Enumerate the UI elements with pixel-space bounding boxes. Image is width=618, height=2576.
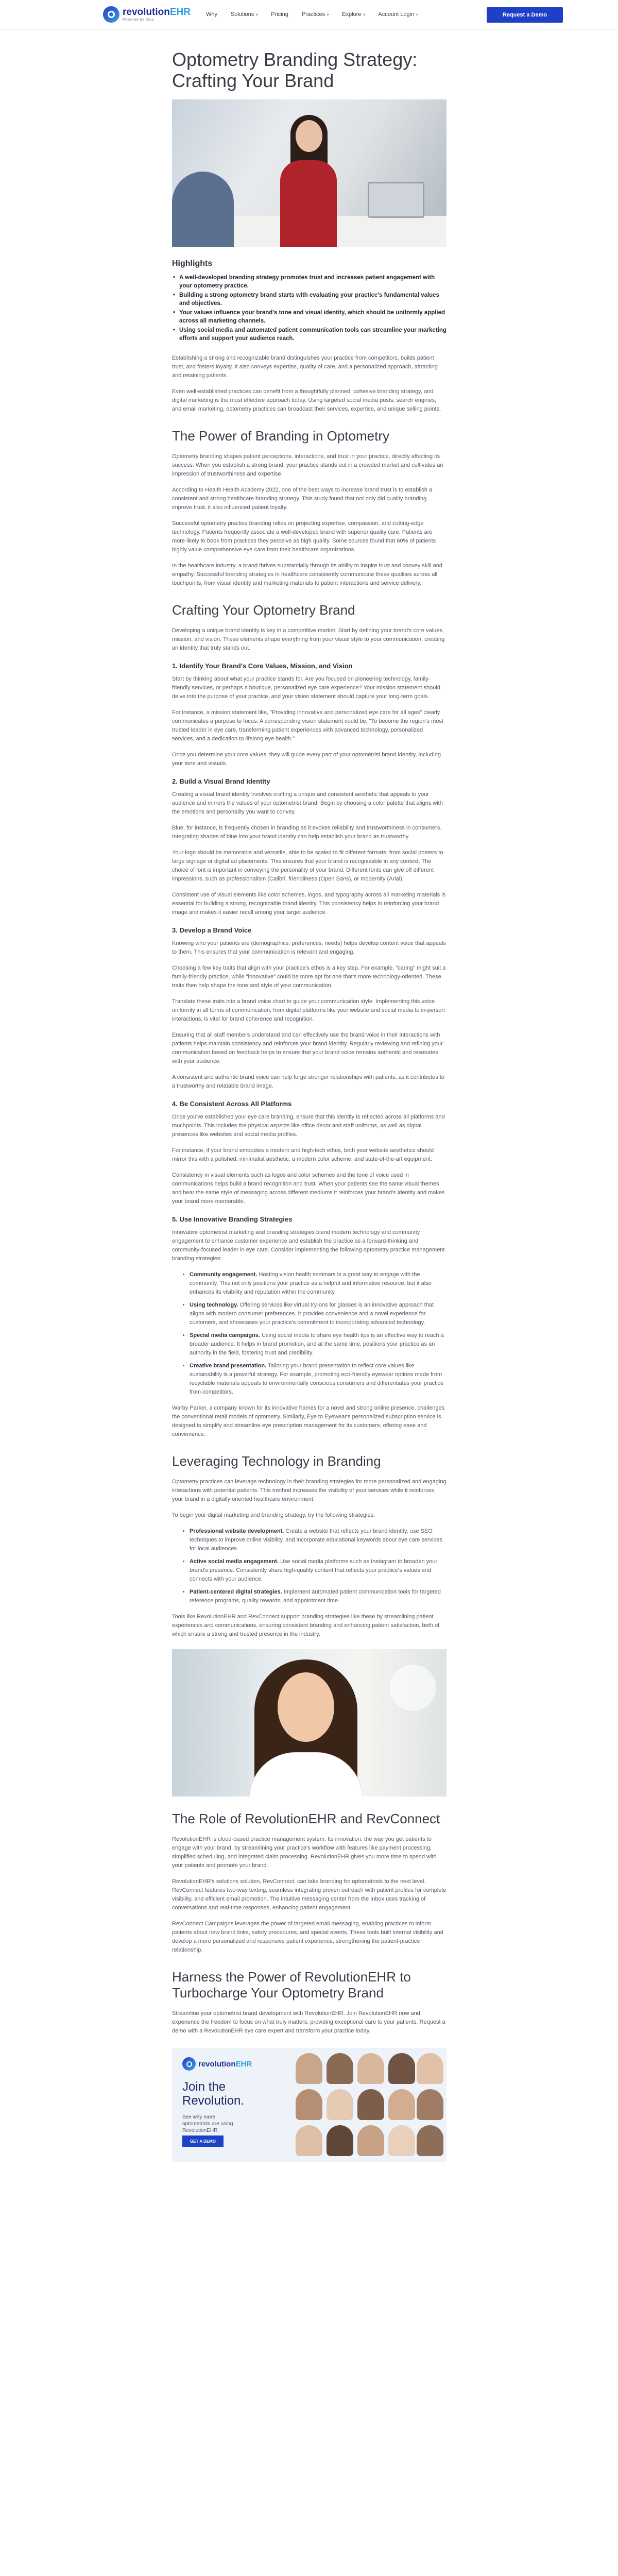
- section-heading-role-of-revolutionehr: The Role of RevolutionEHR and RevConnect: [172, 1811, 440, 1826]
- body-paragraph: Once you've established your eye care branding, ensure that this identity is reflected across all platforms and touchpoints. This includes the physical aspects like office decor and staff uniforms, as well as digital presences like websites and social media profiles.: [172, 1114, 445, 1138]
- body-paragraph: For instance, a mission statement like, "Providing innovative and personalized eye care for all ages" clearly communicates a purpose to focus. A corresponding vision statement could be, "To become the region's most trusted leader in eye care, transforming patient experiences with advanced technology, personalized services, and a dedication to lifelong eye health.": [172, 709, 443, 742]
- step-heading: 2. Build a Visual Brand Identity: [172, 777, 270, 785]
- body-paragraph: To begin your digital marketing and branding strategy, try the following strategies:: [172, 1512, 375, 1518]
- body-paragraph: RevolutionEHR's solutions solution, RevConnect, can take branding for optometrists to the next level. RevConnect features two-way texting, seamless integrating proven outreach with patient profiles for complete visibility, and efficient email promotion. The intuitive messaging center from the Inbox uses tracking of conversations and real-time responses, enhancing patient engagement.: [172, 1878, 447, 1911]
- page-title: Optometry Branding Strategy: Crafting Your Brand: [172, 49, 418, 91]
- highlights-list: [172, 274, 447, 343]
- banner-headline: Join the Revolution.: [182, 2080, 245, 2108]
- menu-item-why[interactable]: Why: [206, 11, 217, 18]
- list-item: • Patient-centered digital strategies. Implement automated patient communication tools for targeted reference programs, quality rewards, and appointment time.: [190, 1588, 447, 1605]
- smiling-woman-image: [172, 1649, 447, 1797]
- list-item: • Creative brand presentation. Tailoring your brand presentation to reflect core values like sustainability is a powerful strategy. For example, promoting eco-friendly eyewear options made from recyclable materials appeals to environmentally conscious consumers and differentiates your practice from competitors.: [190, 1362, 447, 1397]
- brand-logo[interactable]: [103, 6, 191, 23]
- body-paragraph: Streamline your optometrist brand development with RevolutionEHR. Join RevolutionEHR now and experience the freedom to focus on what truly matters: providing exceptional care to your patients. Request a demo with a RevolutionEHR eye care expert and transform your practice today.: [172, 2010, 445, 2034]
- body-paragraph: Start by thinking about what your practice stands for. Are you focused on pioneering technology, family-friendly services, or perhaps a boutique, personalized eye care experience? Your mission statement should delve into the purpose of your practice, and your vision statement should capture your long-term goals.: [172, 676, 440, 700]
- body-paragraph: Ensuring that all staff members understand and can effectively use the brand voice in their interactions with patients helps maintain consistency and reinforces your brand identity. Regularly reviewing and refining your communication based on feedback helps to ensure that your brand voice remains authentic and resonates with your audience.: [172, 1032, 443, 1064]
- body-paragraph: Tools like RevolutionEHR and RevConnect support branding strategies like these by streamlining patient experiences and communications, ensuring consistent branding and enhancing patient satisfaction, both of which ensure a strong and trusted presence in the industry.: [172, 1614, 440, 1637]
- main-menu: [206, 11, 418, 18]
- menu-item-account-login[interactable]: Account Login ▾: [378, 11, 418, 18]
- list-item: • Active social media engagement. Use social media platforms such as Instagram to broaden your brand's presence. Consistently share high-quality content that reflects your practice's values and connects with your audience.: [190, 1557, 447, 1584]
- list-item: • Building a strong optometry brand starts with evaluating your practice's fundamental values and objectives.: [172, 291, 447, 308]
- strategy-list: [172, 1270, 447, 1397]
- banner-people-collage: [285, 2048, 447, 2162]
- menu-item-practices[interactable]: Practices ▾: [301, 11, 329, 18]
- get-demo-button[interactable]: GET A DEMO: [182, 2136, 224, 2147]
- list-item: • Using social media and automated patient communication tools can streamline your marketing efforts and support your audience reach.: [172, 326, 447, 343]
- banner-subtext: See why more optometrists are using RevolutionEHR: [182, 2114, 233, 2133]
- intro-paragraph: Even well-established practices can benefit from a thoughtfully planned, cohesive branding strategy, and digital marketing is the most effective approach today. Using targeted social media posts, search engines, and email marketing, optometry practices can broadcast their services, expertise, and unique selling points.: [172, 388, 441, 412]
- body-paragraph: Optometry branding shapes patient perceptions, interactions, and trust in your practice, directly affecting its success. When you establish a strong brand, your practice stands out in a crowded market and cultivates an impression of trustworthiness and expertise.: [172, 453, 443, 477]
- body-paragraph: Knowing who your patients are (demographics, preferences, needs) helps develop content voice that appeals to them. This ensures that your communication is relevant and engaging.: [172, 940, 446, 955]
- body-paragraph: According to Health Health Academy 2022, one of the best ways to increase brand trust is to establish a consistent and strong healthcare branding strategy. This study found that not only did quality branding improve trust, it also influenced patient loyalty.: [172, 487, 433, 511]
- section-heading-crafting-brand: Crafting Your Optometry Brand: [172, 602, 355, 618]
- body-paragraph: Your logo should be memorable and versatile, able to be scaled to fit different formats, from social posters to large signage or digital ad placements. This ensures that your brand is recognizable in any context. The choice of font is important in conveying the personality of your brand. Different fonts can give off different impressions, such as professionalism (Calibri, friendliness (Open Sans), or modernity (Arial).: [172, 850, 443, 882]
- body-paragraph: A consistent and authentic brand voice can help forge stronger relationships with patients, as it contributes to a trustworthy and relatable brand image.: [172, 1074, 444, 1089]
- list-item: • Community engagement. Hosting vision health seminars is a great way to engage with the community. This not only positions your practice as a helpful and informative resource, but it also enhances its visibility and reputation within the community.: [190, 1270, 447, 1297]
- menu-item-pricing[interactable]: Pricing: [271, 11, 288, 18]
- logo-icon: [182, 2057, 196, 2071]
- chevron-down-icon: ▾: [416, 12, 418, 17]
- chevron-down-icon: ▾: [327, 12, 329, 17]
- top-navigation: [0, 0, 618, 30]
- step-heading: 1. Identify Your Brand's Core Values, Mission, and Vision: [172, 662, 353, 670]
- tech-strategy-list: [172, 1527, 447, 1605]
- chevron-down-icon: ▾: [363, 12, 365, 17]
- body-paragraph: For instance, if your brand embodies a modern and high-tech ethos, both your website aesthetics should mirror this with a polished, minimalist aesthetic, a modern color scheme, and state-of-the-art equipment.: [172, 1147, 434, 1162]
- list-item: • Special media campaigns. Using social media to share eye health tips is an effective way to reach a broader audience. It helps in brand promotion, and at the same time, positions your practice as an authority in the field, fostering trust and credibility.: [190, 1331, 447, 1358]
- body-paragraph: Innovative optometrist marketing and branding strategies blend modern technology and community engagement to enhance customer experience and establish the practice as a forward-thinking and community-focused leader in eye care. Consider implementing the following optometry practice management branding strategies:: [172, 1229, 445, 1262]
- section-heading-power-of-branding: The Power of Branding in Optometry: [172, 428, 389, 444]
- body-paragraph: RevConnect Campaigns leverages the power of targeted email messaging, enabling practices to inform patients about new brand links, safety procedures, and special events. These tools built internal visibility and develop a more personalized and responsive patient experience, strengthening the patient-practice relationship.: [172, 1921, 443, 1953]
- body-paragraph: Blue, for instance, is frequently chosen in branding as it evokes reliability and trustworthiness in consumers. Integrating shades of blue into your brand identity can help establish your brand as trustworthy.: [172, 825, 442, 840]
- logo-icon: [103, 6, 119, 23]
- section-heading-harness-power: Harness the Power of RevolutionEHR to Turbocharge Your Optometry Brand: [172, 1969, 411, 2001]
- hero-image: [172, 99, 447, 247]
- body-paragraph: In the healthcare industry, a brand thrives substantially through its ability to inspire trust and convey skill and empathy. Successful branding strategies in healthcare consistently communicate these qualities across all touchpoints, from visual identity and marketing materials to patient interactions and service delivery.: [172, 563, 443, 586]
- body-paragraph: Choosing a few key traits that align with your practice's ethos is a key step. For example, "caring" might suit a family-friendly practice, while "innovative" could be more apt for one that's more technology-oriented. These traits then help shape the tone and style of your communication.: [172, 965, 446, 989]
- section-heading-leveraging-technology: Leveraging Technology in Branding: [172, 1453, 381, 1469]
- body-paragraph: Optometry practices can leverage technology in their branding strategies for more personalized and engaging interactions with potential patients. This method increases the visibility of your services while it reinforces your brand in a digitally oriented healthcare environment.: [172, 1479, 447, 1502]
- list-item: • Using technology. Offering services like virtual try-ons for glasses is an innovative approach that aligns with modern consumer preferences. It provides convenience and a novel experience for customers, and showcases your practice's commitment to incorporating advanced technology.: [190, 1301, 447, 1327]
- request-demo-button[interactable]: Request a Demo: [487, 7, 563, 23]
- menu-item-solutions[interactable]: Solutions ▾: [231, 11, 258, 18]
- list-item: • Your values influence your brand's tone and visual identity, which should be uniformly applied across all marketing channels.: [172, 309, 447, 325]
- body-paragraph: Developing a unique brand identity is key in a competitive market. Start by defining your brand's core values, mission, and vision. These elements shape everything from your visual style to your communication, creating an identity that truly stands out.: [172, 628, 445, 651]
- body-paragraph: Creating a visual brand identity involves crafting a unique and consistent aesthetic that appeals to your audience and mirrors the values of your optometrist brand. Begin by choosing a color palette that aligns with the emotions and personality you want to convey.: [172, 791, 443, 815]
- body-paragraph: Successful optometry practice branding relies on projecting expertise, compassion, and cutting-edge technology. Patients frequently associate a well-developed brand with superior quality care. Patients are more likely to book from practices they perceive as high quality. Some sources found that 60% of patients highly value comprehensive eye care from their healthcare organizations.: [172, 520, 436, 553]
- intro-paragraph: Establishing a strong and recognizable brand distinguishes your practice from competitors, builds patient trust, and fosters loyalty. It also conveys expertise, quality of care, and a personalized approach, attracting and retaining patients.: [172, 355, 438, 379]
- article: [172, 49, 447, 2162]
- list-item: • Professional website development. Create a website that reflects your brand identity, use SEO techniques to improve online visibility, and incorporate educational keywords about eye care services for local audiences.: [190, 1527, 447, 1553]
- banner-logo: [182, 2057, 252, 2071]
- logo-wordmark: revolutionEHR: [198, 2059, 252, 2069]
- body-paragraph: RevolutionEHR is cloud-based practice management system. Its innovation: the way you get patients to engage with your brand, by streamlining your practice's workflow with features like payment processing, simplified scheduling, and integrated claim processing. RevolutionEHR gives you more time to spend with your patients and promote your brand.: [172, 1836, 437, 1869]
- menu-item-explore[interactable]: Explore ▾: [342, 11, 365, 18]
- body-paragraph: Consistent use of visual elements like color schemes, logos, and typography across all marketing materials is essential for building a strong, recognizable brand identity. This consistency helps in reinforcing your brand image and makes it easier recall among your target audience.: [172, 892, 446, 916]
- join-revolution-banner[interactable]: [172, 2048, 447, 2162]
- step-heading: 5. Use Innovative Branding Strategies: [172, 1215, 293, 1223]
- body-paragraph: Consistency in visual elements such as logos and color schemes and the tone of voice used in communications helps build a brand recognition and trust. When your patients see the same visual themes and hear the same style of messaging across different mediums it reinforces your brand's identity and makes your brand more memorable.: [172, 1172, 445, 1205]
- body-paragraph: Translate these traits into a brand voice chart to guide your communication style. Implementing this voice uniformly in all forms of communication, from digital platforms like your website and social media to in-person interactions, is vital for brand coherence and recognition.: [172, 998, 445, 1022]
- highlights-heading: Highlights: [172, 259, 213, 268]
- chevron-down-icon: ▾: [255, 12, 258, 17]
- body-paragraph: Warby Parker, a company known for its innovative frames for a novel and strong online presence, challenges the conventional retail models of optometry. Similarly, Eye to Eyewear's personalized subscription service is designed to simplify and streamline eye prescription management for its customers, offering ease and convenience.: [172, 1405, 445, 1437]
- logo-tagline: Powered by Data: [123, 18, 154, 22]
- body-paragraph: Once you determine your core values, they will guide every part of your optometrist brand identity, including your tone and visuals.: [172, 752, 441, 767]
- logo-wordmark: revolutionEHR: [123, 7, 191, 18]
- step-heading: 3. Develop a Brand Voice: [172, 926, 252, 934]
- list-item: • A well-developed branding strategy promotes trust and increases patient engagement with your optometry practice.: [172, 274, 447, 290]
- step-heading: 4. Be Consistent Across All Platforms: [172, 1100, 292, 1108]
